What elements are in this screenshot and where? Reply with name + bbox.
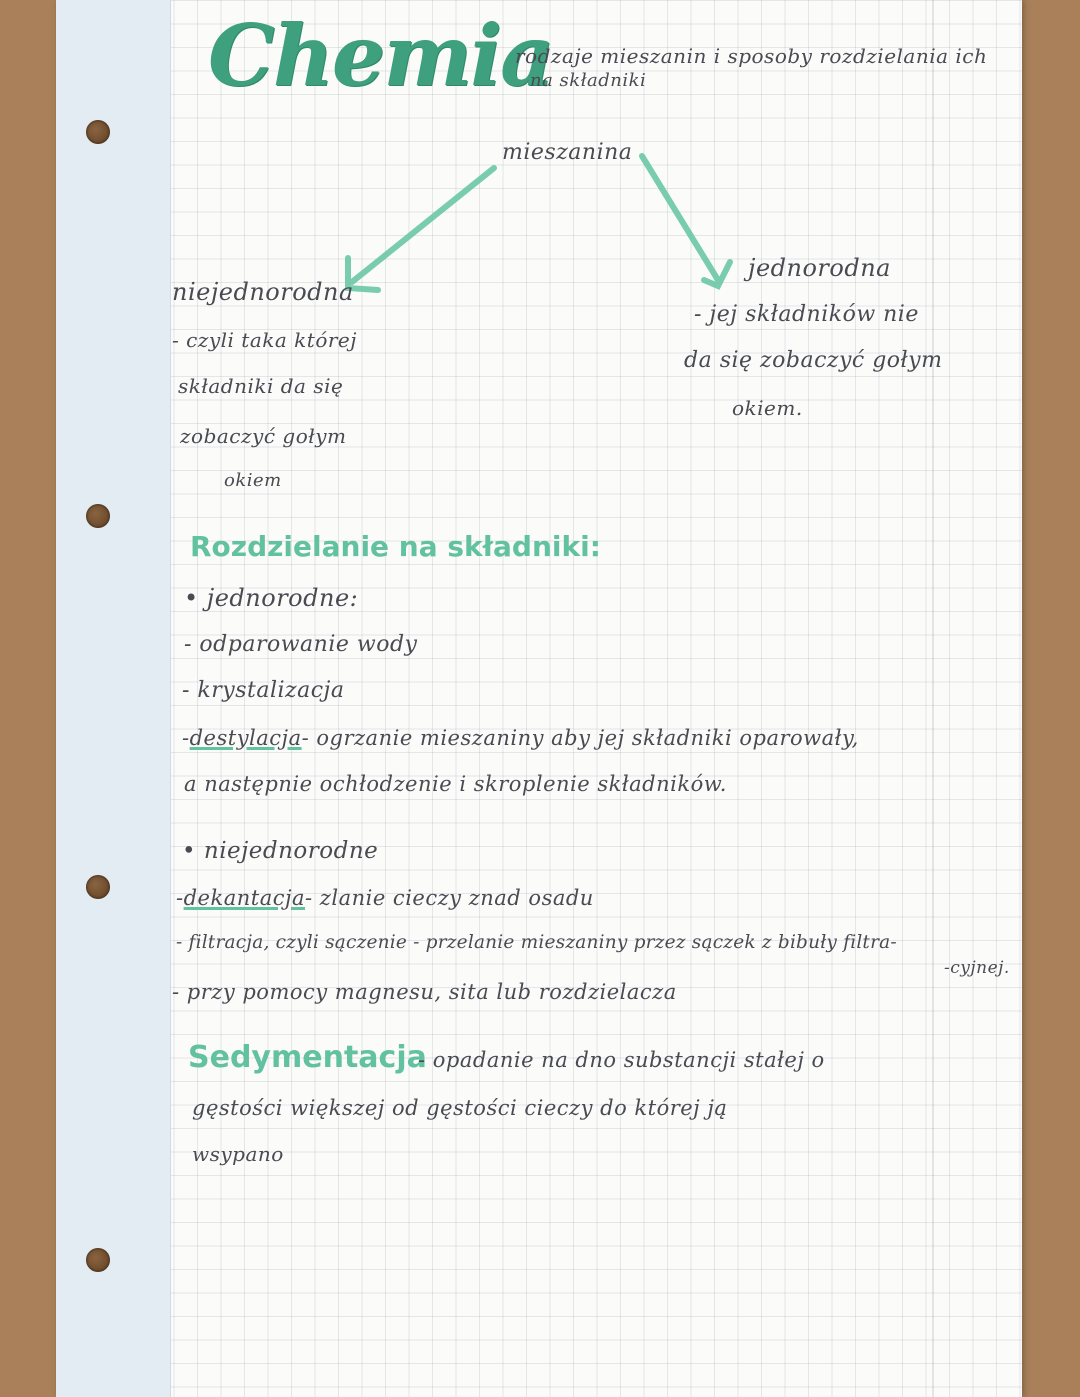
definition-text: gęstości większej od gęstości cieczy do której ją bbox=[192, 1096, 728, 1120]
definition-text: - zlanie cieczy znad osadu bbox=[305, 886, 594, 910]
page-title: Chemia bbox=[208, 6, 553, 105]
diagram-right-desc: okiem. bbox=[732, 396, 803, 420]
list-item: - przy pomocy magnesu, sita lub rozdzielacza bbox=[172, 980, 677, 1004]
binder-hole bbox=[86, 875, 110, 899]
sedimentation-heading: Sedymentacja bbox=[188, 1040, 427, 1075]
definition-text: - opadanie na dno substancji stałej o bbox=[418, 1048, 825, 1072]
list-item-continuation: -cyjnej. bbox=[944, 958, 1010, 978]
diagram-left-desc: zobaczyć gołym bbox=[180, 424, 347, 448]
list-heading-heterogeneous: • niejednorodne bbox=[182, 838, 379, 864]
section-heading: Rozdzielanie na składniki: bbox=[190, 530, 601, 563]
list-item: - krystalizacja bbox=[182, 678, 345, 703]
diagram-root-label: mieszanina bbox=[502, 140, 633, 165]
term-decantation: dekantacja bbox=[183, 886, 306, 910]
definition-text: wsypano bbox=[192, 1142, 284, 1166]
diagram-right-label: jednorodna bbox=[748, 254, 891, 282]
definition-text: - ogrzanie mieszaniny aby jej składniki oparowały, bbox=[301, 726, 859, 750]
binder-hole bbox=[86, 1248, 110, 1272]
diagram-arrows bbox=[0, 0, 1080, 400]
arrow-left-line bbox=[352, 168, 494, 282]
diagram-left-desc: składniki da się bbox=[178, 374, 344, 398]
list-item: - filtracja, czyli sączenie - przelanie mieszaniny przez sączek z bibuły filtra- bbox=[176, 932, 897, 953]
diagram-right-desc: - jej składników nie bbox=[694, 302, 919, 327]
definition-text: a następnie ochłodzenie i skroplenie składników. bbox=[184, 772, 727, 796]
arrow-right-line bbox=[642, 156, 718, 280]
diagram-left-desc: - czyli taka której bbox=[172, 328, 357, 352]
diagram-left-desc: okiem bbox=[224, 470, 282, 491]
binder-hole bbox=[86, 504, 110, 528]
list-item-distillation: -destylacja- ogrzanie mieszaniny aby jej składniki oparowały, bbox=[182, 726, 859, 750]
diagram-left-label: niejednorodna bbox=[172, 278, 354, 306]
term-distillation: destylacja bbox=[189, 726, 302, 750]
list-item-decantation: -dekantacja- zlanie cieczy znad osadu bbox=[176, 886, 594, 910]
list-item: - odparowanie wody bbox=[184, 632, 418, 657]
diagram-right-desc: da się zobaczyć gołym bbox=[684, 348, 943, 373]
list-heading-homogeneous: • jednorodne: bbox=[184, 584, 359, 612]
subtitle-line: na składniki bbox=[530, 70, 647, 91]
subtitle-line: rodzaje mieszanin i sposoby rozdzielania ich bbox=[515, 44, 988, 68]
